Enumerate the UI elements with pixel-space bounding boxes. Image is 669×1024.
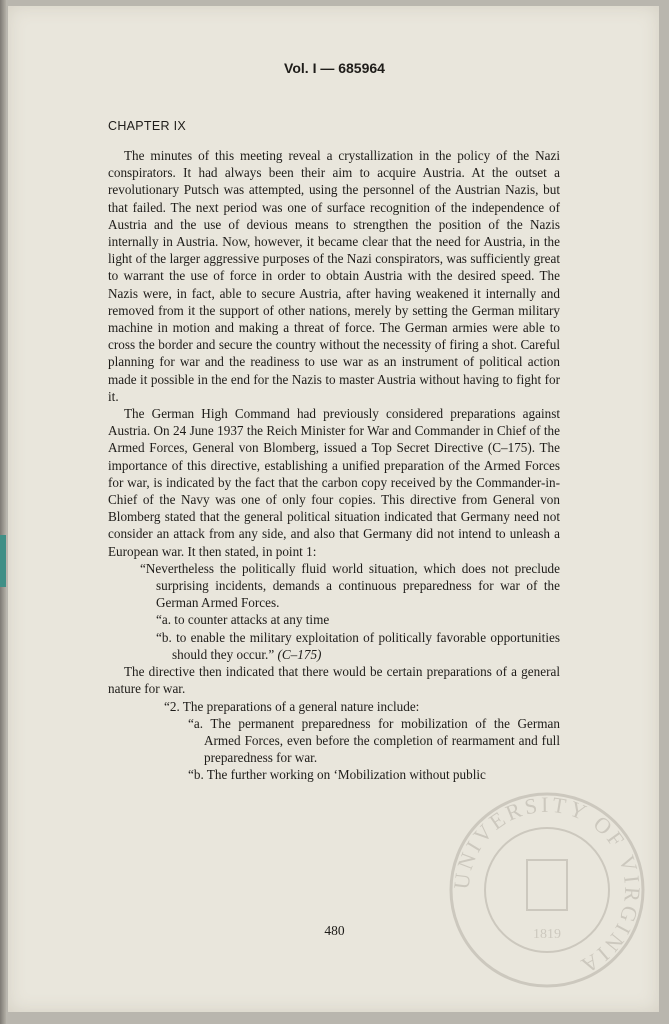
quote-item-b: [140, 629, 560, 663]
citation: (C–175): [277, 646, 322, 662]
library-seal-stamp: [447, 790, 647, 990]
quote-item-a: “a. to counter attacks at any time: [156, 612, 330, 628]
list-item-b: “b. The further working on ‘Mobilization without public: [188, 767, 486, 783]
list-item-a: “a. The permanent preparedness for mobilization of the German Armed Forces, even before the completion of rearmament and full preparedness for war.: [188, 715, 560, 766]
directive-list: [148, 698, 560, 784]
page-number: 480: [324, 923, 345, 938]
seal-year: 1819: [533, 927, 561, 942]
list-heading: “2. The preparations of a general nature include:: [164, 698, 420, 714]
paragraph: The minutes of this meeting reveal a crystallization in the policy of the Nazi conspirators. It had always been their aim to acquire Austria. At the outset a revolutionary Putsch was attempted, using the personnel of the Austrian Nazis, but that failed. The next period was one of surface recognition of the independence of Austria and the use of devious means to strengthen the position of the Nazis internally in Austria. Now, however, it became clear that the need for Austria, in the light of the larger aggressive purposes of the Nazi conspirators, was sufficiently great to warrant the use of force in order to obtain Austria with the desired speed. The Nazis were, in fact, able to secure Austria, after having weakened it internally and removed from it the support of other nations, merely by setting the German military machine in motion and making a threat of force. The German armies were able to cross the border and secure the country without the necessity of firing a shot. Careful planning for war and the readiness to use war as an instrument of political action made it possible in the end for the Nazis to master Austria without having to fight for it.: [108, 148, 560, 404]
page-edge-shadow: [0, 0, 6, 1024]
body-text: [108, 147, 560, 784]
quote-line: “Nevertheless the politically fluid world situation, which does not preclude surprising incidents, demands a continuous preparedness for war of the German Armed Forces.: [140, 560, 560, 611]
colored-tab-marker: [0, 535, 6, 587]
seal-text: UNIVERSITY OF VIRGINIA: [448, 791, 646, 980]
quote-item-b-text: “b. to enable the military exploitation of politically favorable opportunities should they occur.”: [156, 629, 560, 662]
paragraph: The directive then indicated that there would be certain preparations of a general nature for war.: [108, 664, 560, 697]
running-head: Vol. I — 685964: [284, 60, 385, 76]
paragraph: The German High Command had previously considered preparations against Austria. On 24 June 1937 the Reich Minister for War and Commander in Chief of the Armed Forces, General von Blomberg, issued a Top Secret Directive (C–175). The importance of this directive, establishing a unified preparation of the Armed Forces for war, is indicated by the fact that the carbon copy received by the Commander-in-Chief of the Navy was one of only four copies. This directive from General von Blomberg stated that the general political situation indicated that Germany need not consider an attack from any side, and also that Germany did not intend to unleash a European war. It then stated, in point 1:: [108, 406, 560, 559]
chapter-heading: CHAPTER IX: [108, 119, 187, 133]
block-quote: [140, 560, 560, 663]
